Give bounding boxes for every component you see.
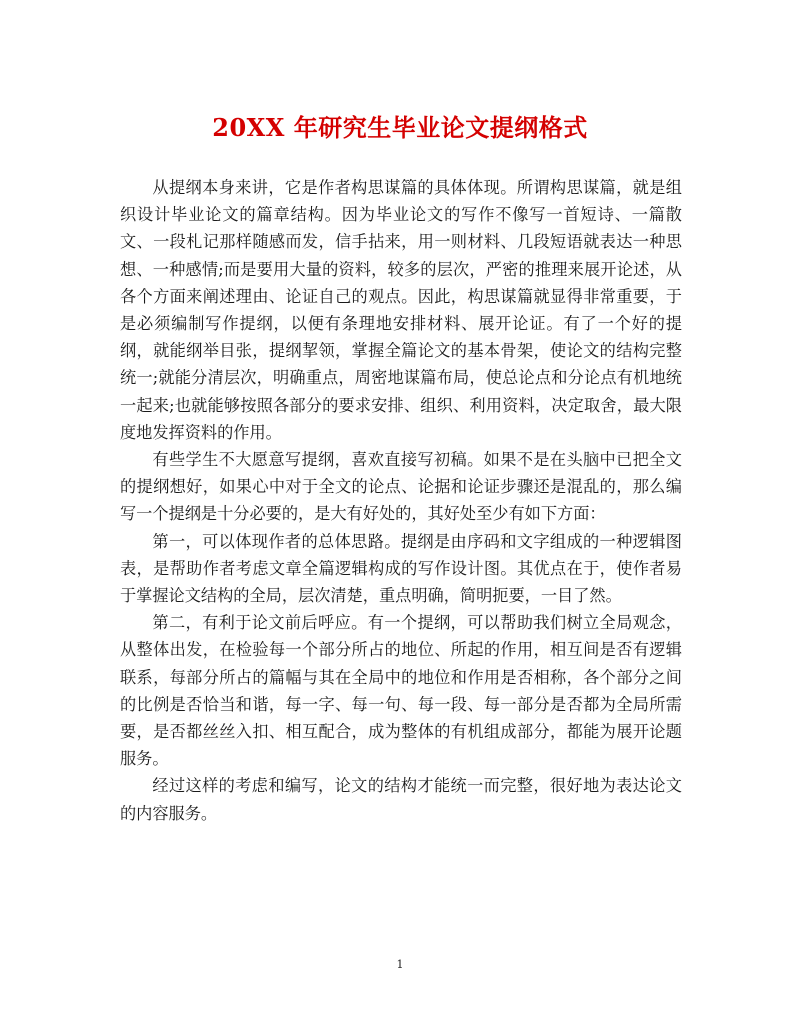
document-title: 20XX 年研究生毕业论文提纲格式: [212, 113, 588, 142]
paragraph-3: 第一，可以体现作者的总体思路。提纲是由序码和文字组成的一种逻辑图表，是帮助作者考虑文章全篇逻辑构成的写作设计图。其优点在于，使作者易于掌握论文结构的全局，层次清楚，重点明确，简明扼要，一目了然。: [120, 531, 682, 606]
paragraph-2: 有些学生不大愿意写提纲，喜欢直接写初稿。如果不是在头脑中已把全文的提纲想好，如果心中对于全文的论点、论据和论证步骤还是混乱的，那么编写一个提纲是十分必要的，是大有好处的，其好处至少有如下方面：: [120, 450, 682, 524]
document-body: [120, 174, 682, 827]
paragraph-4: 第二，有利于论文前后呼应。有一个提纲，可以帮助我们树立全局观念，从整体出发，在检验每一个部分所占的地位、所起的作用，相互间是否有逻辑联系，每部分所占的篇幅与其在全局中的地位和作用是否相称，各个部分之间的比例是否恰当和谐，每一字、每一句、每一段、每一部分是否都为全局所需要，是否都丝丝入扣、相互配合，成为整体的有机组成部分，都能为展开论题服务。: [120, 613, 682, 769]
paragraph-1: 从提纲本身来讲，它是作者构思谋篇的具体体现。所谓构思谋篇，就是组织设计毕业论文的篇章结构。因为毕业论文的写作不像写一首短诗、一篇散文、一段札记那样随感而发，信手拈来，用一则材料、几段短语就表达一种思想、一种感情;而是要用大量的资料，较多的层次，严密的推理来展开论述，从各个方面来阐述理由、论证自己的观点。因此，构思谋篇就显得非常重要，于是必须编制写作提纲，以便有条理地安排材料、展开论证。有了一个好的提纲，就能纲举目张，提纲挈领，掌握全篇论文的基本骨架，使论文的结构完整统一;就能分清层次，明确重点，周密地谋篇布局，使总论点和分论点有机地统一起来;也就能够按照各部分的要求安排、组织、利用资料，决定取舍，最大限度地发挥资料的作用。: [120, 178, 682, 442]
paragraph-5: 经过这样的考虑和编写，论文的结构才能统一而完整，很好地为表达论文的内容服务。: [120, 776, 682, 823]
page-number: 1: [396, 958, 404, 971]
